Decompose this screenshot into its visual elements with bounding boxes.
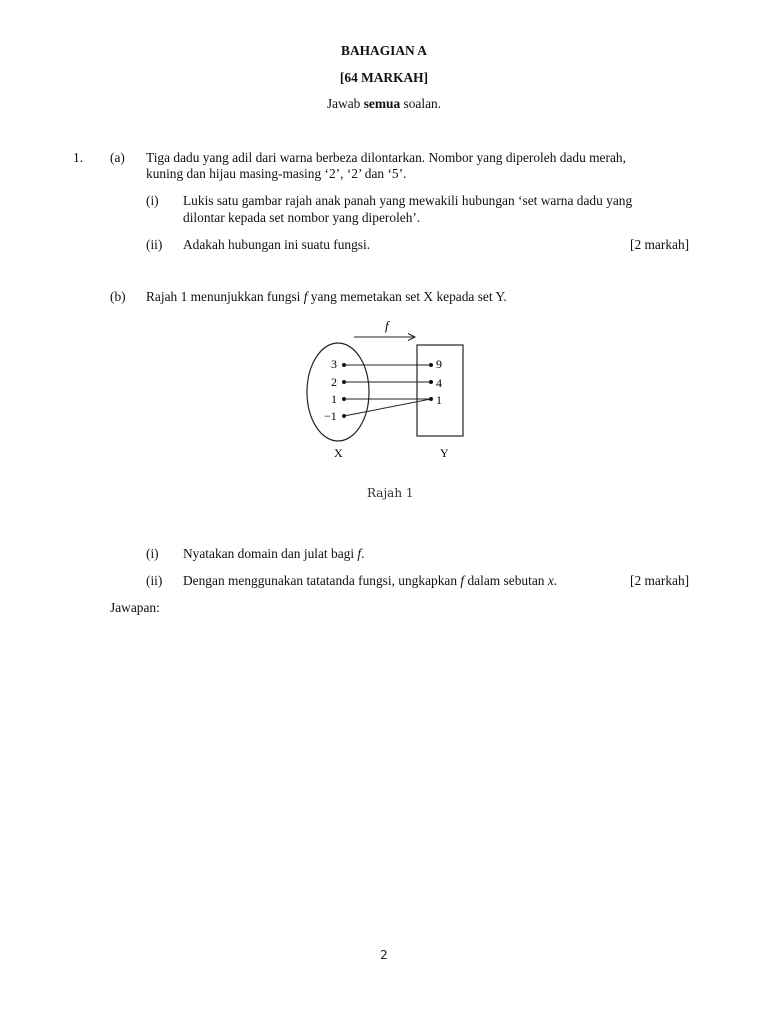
part-a-marks: [2 markah]: [630, 237, 690, 252]
part-a-sub-i-line1: Lukis satu gambar rajah anak panah yang mewakili hubungan ‘set warna dadu yang: [183, 193, 633, 208]
domain-oval: [307, 343, 369, 441]
figure-caption: Rajah 1: [367, 486, 414, 500]
domain-element: 1: [331, 392, 337, 406]
part-b-sub-i-label: (i): [146, 546, 159, 561]
part-a-sub-i-line2: dilontar kepada set nombor yang diperoleh’.: [183, 210, 421, 225]
codomain-point: [429, 380, 433, 384]
codomain-point: [429, 363, 433, 367]
codomain-set-label: Y: [440, 446, 449, 460]
codomain-element: 4: [436, 376, 442, 390]
domain-point: [342, 363, 346, 367]
domain-point: [342, 414, 346, 418]
part-b-label: (b): [110, 289, 126, 304]
codomain-point: [429, 397, 433, 401]
part-b-text: Rajah 1 menunjukkan fungsi f yang memetakan set X kepada set Y.: [146, 289, 507, 304]
question-number: 1.: [73, 150, 84, 165]
answer-label: Jawapan:: [110, 600, 160, 615]
part-b-sub-ii-text: Dengan menggunakan tatatanda fungsi, ungkapkan f dalam sebutan x.: [183, 573, 558, 588]
codomain-element: 9: [436, 357, 442, 371]
part-a-label: (a): [110, 150, 125, 165]
part-b-sub-i-text: Nyatakan domain dan julat bagi f.: [183, 546, 365, 561]
part-b-sub-ii-label: (ii): [146, 573, 163, 588]
part-a-sub-i-label: (i): [146, 193, 159, 208]
domain-set-label: X: [334, 446, 343, 460]
domain-element: 2: [331, 375, 337, 389]
domain-element: −1: [324, 409, 337, 423]
domain-point: [342, 380, 346, 384]
part-a-text-line2: kuning dan hijau masing-masing ‘2’, ‘2’ dan ‘5’.: [146, 166, 407, 181]
section-title: BAHAGIAN A: [341, 43, 427, 58]
part-a-text-line1: Tiga dadu yang adil dari warna berbeza dilontarkan. Nombor yang diperoleh dadu merah,: [146, 150, 626, 165]
part-a-sub-ii-label: (ii): [146, 237, 163, 252]
section-marks: [64 MARKAH]: [339, 70, 429, 85]
domain-element: 3: [331, 357, 337, 371]
section-instruction: Jawab semua soalan.: [326, 96, 442, 111]
mapping-arrow: [344, 399, 431, 416]
page-number: 2: [380, 948, 388, 962]
codomain-element: 1: [436, 393, 442, 407]
part-b-marks: [2 markah]: [630, 573, 690, 588]
domain-point: [342, 397, 346, 401]
function-label: f: [385, 318, 389, 333]
part-a-sub-ii-text: Adakah hubungan ini suatu fungsi.: [183, 237, 371, 252]
arrow-diagram: [296, 312, 486, 472]
